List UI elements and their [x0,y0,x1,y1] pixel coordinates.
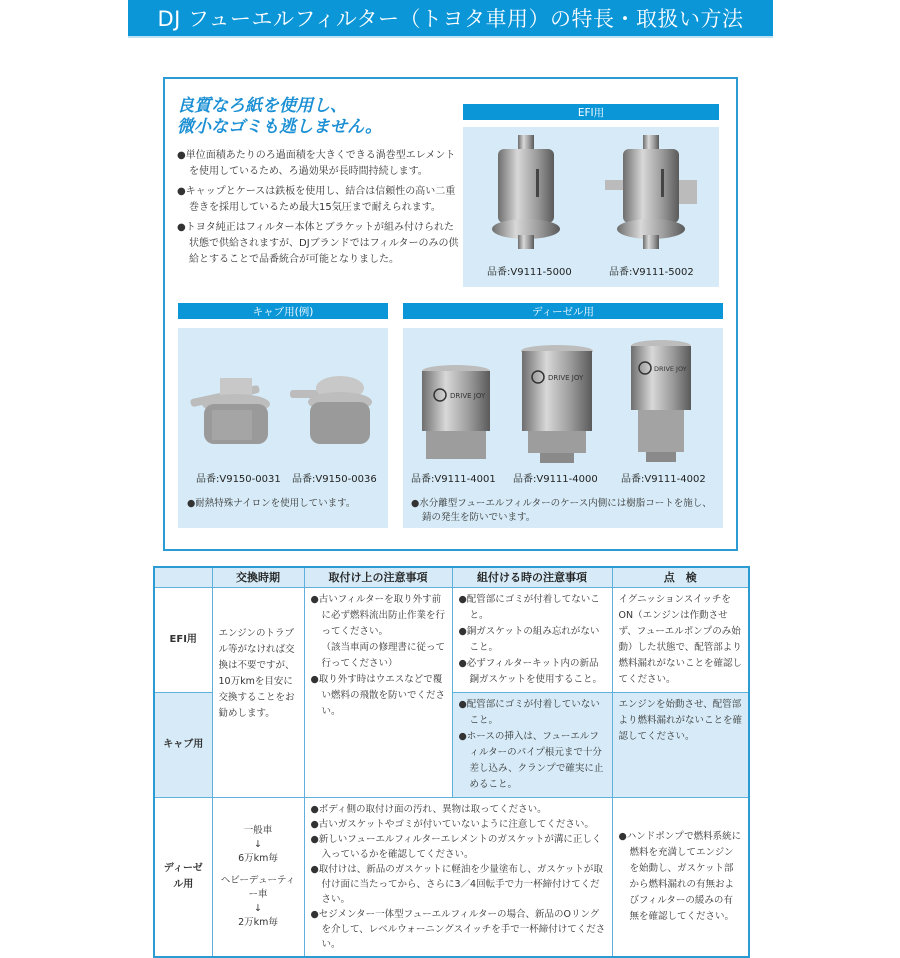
efi-carb-interval: エンジンのトラブル等がなければ交換は不要ですが、10万kmを目安に交換することをお勧めします。 [212,587,304,797]
table-header: 点 検 [612,567,749,587]
assembly-note: ●配管部にゴミが付着していないこと。 [458,698,600,726]
efi-filter-bracket-image [605,135,697,255]
carb-filter-image [190,370,285,455]
table-header [154,567,212,587]
diesel-inspection: ●ハンドポンプで燃料系統に燃料を充満してエンジンを始動し、ガスケット部から燃料漏れの有無およびフィルターの緩みの有無を確認してください。 [612,797,749,957]
feature-bullet: ●トヨタ純正はフィルター本体とブラケットが組み付けられた状態で供給されますが、DJブランドではフィルターのみの供給とすることで品番統合が可能となりました。 [177,222,459,265]
assembly-note: ●ホースの挿入は、フューエルフィルターのパイプ根元まで十分差し込み、クランプで確実に止めること。 [458,730,604,790]
svg-text:DRIVE JOY: DRIVE JOY [548,374,584,382]
diesel-section-header: ディーゼル用 [403,303,723,319]
row-label-diesel: ディーゼル用 [154,797,212,957]
efi-carb-install-notes [304,587,452,797]
install-note: （該当車両の修理書に従って行ってください） [321,641,446,669]
feature-bullet: ●キャップとケースは鉄板を使用し、結合は信頼性の高い二重巻きを採用しているため最大15気圧まで耐えられます。 [177,186,456,213]
carb-filter-image [290,370,380,455]
table-header: 取付け上の注意事項 [304,567,452,587]
vehicle-type: ヘビーデューティー車 [220,874,296,900]
diesel-note-line: 錆の発生を防いでいます。 [422,512,536,523]
carb-note: ●耐熱特殊ナイロンを使用しています。 [187,498,356,509]
vehicle-type: 一般車 [243,824,273,836]
product-code: 品番:V9111-4001 [411,474,496,485]
diesel-note-line: ●水分離型フューエルフィルターのケース内側には樹脂コートを施し、 [411,498,712,509]
diesel-filter-image [520,345,595,465]
product-code: 品番:V9150-0031 [196,474,281,485]
table-header: 交換時期 [212,567,304,587]
install-note: ●取り外す時はウエスなどで覆い燃料の飛散を防いでください。 [310,673,446,717]
efi-filter-image [490,135,562,255]
care-instructions-table [153,566,750,958]
assembly-note: ●銅ガスケットの組み忘れがないこと。 [458,625,600,653]
features-bullets [177,148,462,272]
table-header-row [154,567,749,587]
install-note: ●取付けは、新品のガスケットに軽油を少量塗布し、ガスケットが取付け面に当たってから、さらに3／4回転手で力一杯締付けてください。 [310,863,603,905]
carb-inspection: エンジンを始動させ、配管部より燃料漏れがないことを確認してください。 [612,692,749,797]
product-code: 品番:V9111-5002 [609,267,694,278]
install-note: ●古いガスケットやゴミが付いていないように注意してください。 [310,818,594,830]
features-headline [177,96,382,138]
assembly-note: ●必ずフィルターキット内の新品銅ガスケットを使用すること。 [458,657,603,685]
svg-text:DRIVE JOY: DRIVE JOY [450,392,486,400]
diesel-interval [212,797,304,957]
table-header: 組付ける時の注意事項 [452,567,612,587]
down-arrow-icon: ↓ [254,902,262,914]
headline-line-2: 微小なゴミも逃しません。 [177,117,383,137]
install-note: ●ボディ側の取付け面の汚れ、異物は取ってください。 [310,803,547,815]
diesel-filter-image [630,340,692,465]
efi-assembly-notes [452,587,612,692]
product-code: 品番:V9111-4002 [621,474,706,485]
page-title: DJ フューエルフィルター（トヨタ車用）の特長・取扱い方法 [128,0,773,38]
svg-text:DRIVE JOY: DRIVE JOY [654,365,687,373]
headline-line-1: 良質なろ紙を使用し、 [177,96,347,116]
row-label-carb: キャブ用 [154,692,212,797]
feature-bullet: ●単位面積あたりのろ過面積を大きくできる渦巻型エレメントを使用しているため、ろ過効果が長時間持続します。 [177,150,456,177]
diesel-install-notes [304,797,612,957]
carb-assembly-notes [452,692,612,797]
product-code: 品番:V9111-4000 [513,474,598,485]
carb-section-header: キャブ用(例) [178,303,388,319]
install-note: ●古いフィルターを取り外す前に必ず燃料流出防止作業を行ってください。 [310,593,446,637]
product-code: 品番:V9150-0036 [292,474,377,485]
row-label-efi: EFI用 [154,587,212,692]
table-row [154,587,749,692]
interval-value: 2万km毎 [238,916,278,928]
install-note: ●セジメンター一体型フューエルフィルターの場合、新品のOリングを介して、レベルウォーニングスイッチを手で一杯締付けてください。 [310,908,606,950]
table-row [154,797,749,957]
assembly-note: ●配管部にゴミが付着してないこと。 [458,593,600,621]
product-code: 品番:V9111-5000 [487,267,572,278]
diesel-filter-image [420,365,492,465]
down-arrow-icon: ↓ [254,838,262,850]
efi-section-header: EFI用 [463,104,719,120]
efi-inspection: イグニッションスイッチをON（エンジンは作動させず、フューエルポンプのみ始動）した状態で、配管部より燃料漏れがないことを確認してください。 [612,587,749,692]
install-note: ●新しいフューエルフィルターエレメントのガスケットが溝に正しく入っているかを確認してください。 [310,833,602,860]
diesel-note [411,497,721,525]
interval-value: 6万km毎 [238,852,278,864]
